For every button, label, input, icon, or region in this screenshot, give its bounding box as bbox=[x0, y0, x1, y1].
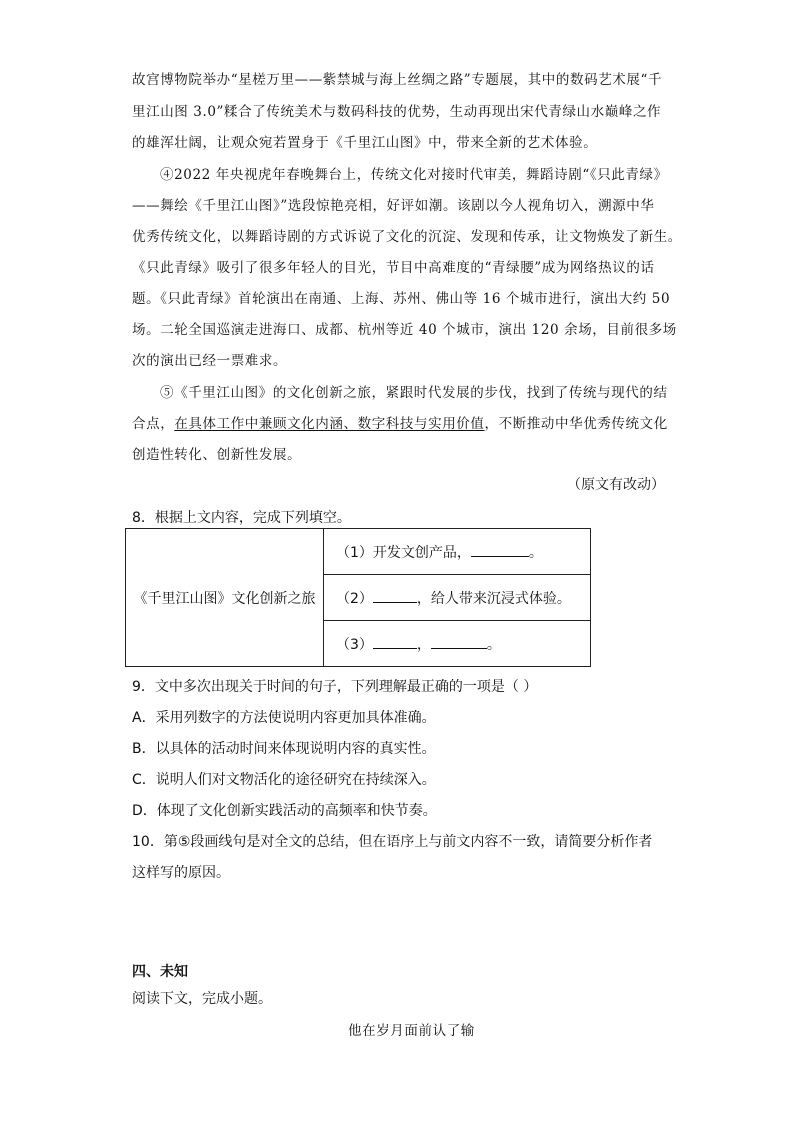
q8-row-1-text: （1）开发文创产品， bbox=[336, 544, 471, 561]
article-line-7: 《只此青绿》吸引了很多年轻人的目光，节目中高难度的“青绿腰”成为网络热议的话 bbox=[132, 260, 655, 276]
q8-blank-3[interactable] bbox=[373, 634, 417, 649]
article-line-5: ——舞绘《千里江山图》”选段惊艳亮相，好评如潮。该剧以今人视角切入，溯源中华 bbox=[132, 198, 655, 214]
article-line-10: 次的演出已经一票难求。 bbox=[132, 353, 288, 369]
q8-row-2-text: （2） bbox=[336, 590, 373, 607]
q8-blank-2[interactable] bbox=[373, 588, 417, 603]
q8-row-3-text: （3） bbox=[336, 636, 373, 653]
passage-title: 他在岁月面前认了输 bbox=[348, 1023, 475, 1039]
q8-fill-table bbox=[125, 528, 591, 667]
q8-row-2-end: ，给人带来沉浸式体验。 bbox=[416, 590, 571, 607]
section-heading: 四、未知 bbox=[132, 964, 188, 980]
q8-row-1 bbox=[324, 529, 591, 575]
q8-blank-1[interactable] bbox=[471, 542, 529, 557]
q9-option-c[interactable]: C．说明人们对文物活化的途径研究在持续深入。 bbox=[132, 772, 436, 788]
q9-option-b[interactable]: B．以具体的活动时间来体现说明内容的真实性。 bbox=[132, 741, 436, 757]
q8-left-cell: 《千里江山图》文化创新之旅 bbox=[126, 529, 324, 667]
section-instruction: 阅读下文，完成小题。 bbox=[132, 991, 272, 1007]
underlined-sentence: 在具体工作中兼顾文化内涵、数字科技与实用价值 bbox=[174, 416, 485, 432]
source-note: （原文有改动） bbox=[567, 477, 665, 493]
article-line-2: 里江山图 3.0”糅合了传统美术与数码科技的优势，生动再现出宋代青绿山水巅峰之作 bbox=[132, 104, 662, 120]
q9-prompt: 9．文中多次出现关于时间的句子，下列理解最正确的一项是（ ） bbox=[132, 679, 538, 695]
article-line-12-start: 合点， bbox=[132, 416, 175, 432]
q8-row-3-end: 。 bbox=[486, 636, 501, 653]
q10-prompt-line-1: 10．第⑤段画线句是对全文的总结，但在语序上与前文内容不一致，请简要分析作者 bbox=[132, 834, 653, 850]
q9-option-d[interactable]: D．体现了文化创新实践活动的高频率和快节奏。 bbox=[132, 803, 437, 819]
q8-row-1-end: 。 bbox=[528, 544, 543, 561]
q9-option-a[interactable]: A．采用列数字的方法使说明内容更加具体准确。 bbox=[132, 710, 436, 726]
article-line-3: 的雄浑壮阔，让观众宛若置身于《千里江山图》中，带来全新的艺术体验。 bbox=[132, 135, 598, 151]
q8-row-3-sep: ， bbox=[416, 636, 431, 653]
article-line-13: 创造性转化、创新性发展。 bbox=[132, 447, 302, 463]
article-line-8: 题。《只此青绿》首轮演出在南通、上海、苏州、佛山等 16 个城市进行，演出大约 50 bbox=[132, 291, 671, 307]
article-line-12 bbox=[132, 412, 668, 432]
article-line-1: 故宫博物院举办“星槎万里——紫禁城与海上丝绸之路”专题展，其中的数码艺术展“千 bbox=[132, 72, 663, 88]
q8-row-2 bbox=[324, 575, 591, 621]
q8-row-3 bbox=[324, 621, 591, 667]
article-line-4: ④2022 年央视虎年春晚舞台上，传统文化对接时代审美，舞蹈诗剧“《只此青绿》 bbox=[160, 167, 668, 183]
article-line-11: ⑤《千里江山图》的文化创新之旅，紧跟时代发展的步伐，找到了传统与现代的结 bbox=[160, 385, 668, 401]
article-line-12-end: ，不断推动中华优秀传统文化 bbox=[484, 416, 668, 432]
article-line-6: 优秀传统文化，以舞蹈诗剧的方式诉说了文化的沉淀、发现和传承，让文物焕发了新生。 bbox=[132, 229, 682, 245]
q10-prompt-line-2: 这样写的原因。 bbox=[132, 865, 230, 881]
q8-prompt: 8．根据上文内容，完成下列填空。 bbox=[132, 510, 351, 526]
article-line-9: 场。二轮全国巡演走进海口、成都、杭州等近 40 个城市，演出 120 余场，目前很多场 bbox=[132, 322, 677, 338]
q8-blank-4[interactable] bbox=[431, 634, 487, 649]
